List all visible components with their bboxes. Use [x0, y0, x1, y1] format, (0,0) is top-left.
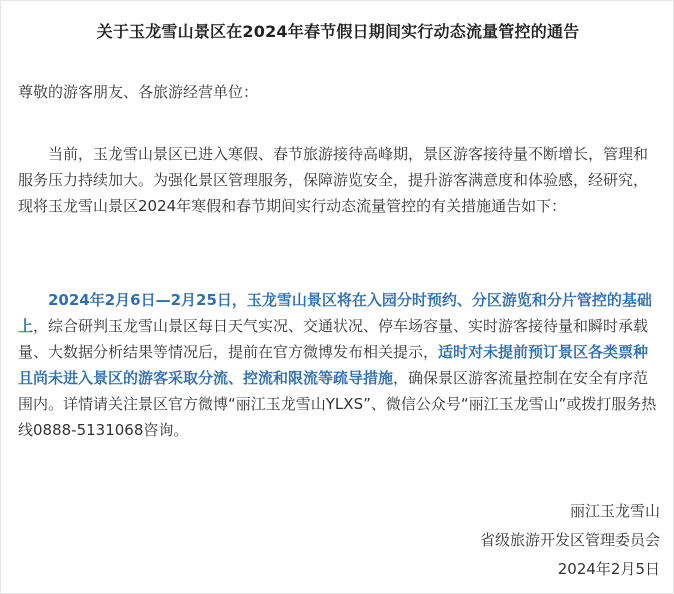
signature-org-line2: 省级旅游开发区管理委员会 [479, 531, 660, 549]
signature-date: 2024年2月5日 [557, 560, 660, 578]
signature-org-line1: 丽江玉龙雪山 [569, 502, 660, 520]
highlight-dates-measures: 2024年2月6日—2月25日，玉龙雪山景区将在入园分时预约、分区游览和分片管控的基础上 [18, 291, 652, 335]
highlight-diversion-measures: 适时对未提前预订景区各类票种且尚未进入景区的游客采取分流、控流和限流等疏导措施 [18, 343, 649, 387]
greeting-line: 尊敬的游客朋友、各旅游经营单位： [18, 83, 259, 101]
paragraph-measures-text-2: ，确保景区游客流量控制在安全有序范围内。详情请关注景区官方微博“丽江玉龙雪山YLXS”、微信公众号“丽江玉龙雪山”或拨打服务热线0888-5131068咨询。 [18, 369, 657, 439]
paragraph-measures-text-1: ，综合研判玉龙雪山景区每日天气实况、交通状况、停车场容量、实时游客接待量和瞬时承载量、大数据分析结果等情况后，提前在官方微博发布相关提示， [18, 317, 649, 361]
notice-title: 关于玉龙雪山景区在2024年春节假日期间实行动态流量管控的通告 [96, 22, 580, 41]
paragraph-intro: 当前，玉龙雪山景区已进入寒假、春节旅游接待高峰期，景区游客接待量不断增长，管理和服务压力持续加大。为强化景区管理服务，保障游览安全，提升游客满意度和体验感，经研究，现将玉龙雪山景区2024年寒假和春节期间实行动态流量管控的有关措施通告如下： [18, 145, 649, 215]
paragraph-measures [18, 287, 662, 443]
